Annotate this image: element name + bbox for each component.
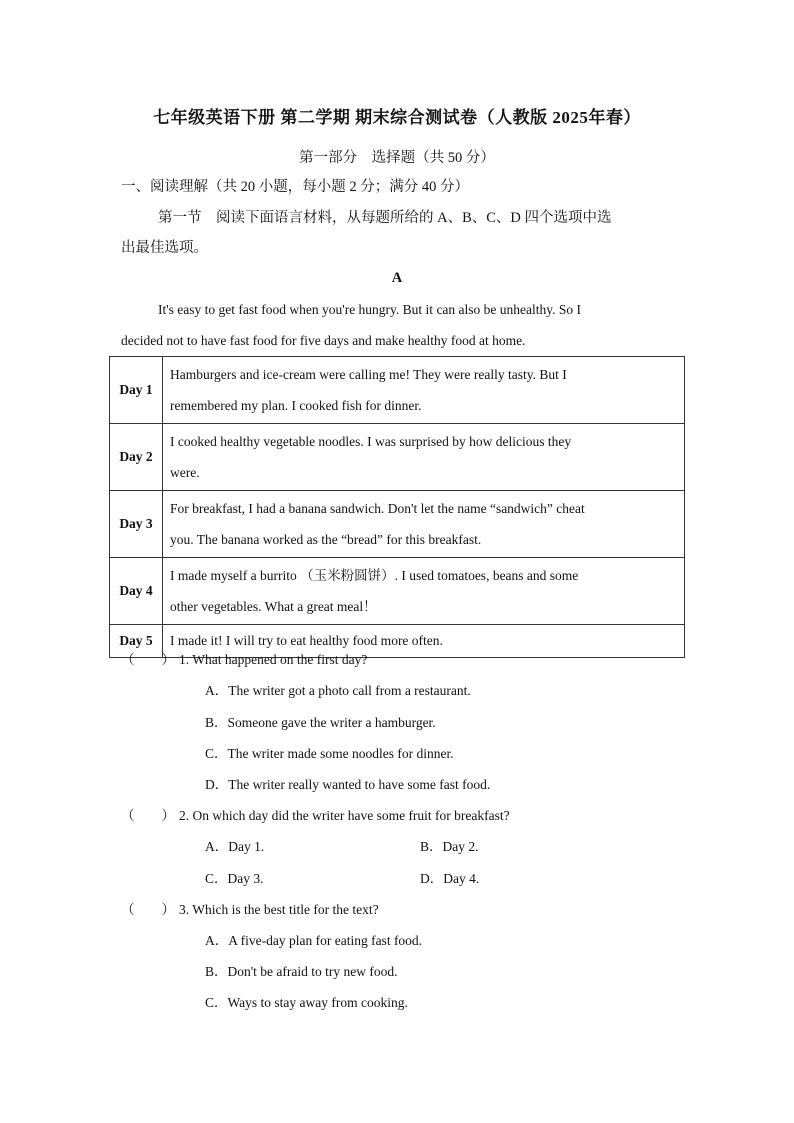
passage-intro-line-1: It's easy to get fast food when you're hungry. But it can also be unhealthy. So I	[158, 302, 582, 317]
entry-line: remembered my plan. I cooked fish for dinner.	[170, 398, 422, 413]
option-c: C．The writer made some noodles for dinner.	[205, 746, 454, 761]
option-a: A．The writer got a photo call from a restaurant.	[205, 683, 471, 698]
option-b: B．Don't be afraid to try new food.	[205, 964, 398, 979]
entry-cell	[163, 491, 685, 558]
day-cell: Day 4	[110, 558, 163, 625]
entry-line: you. The banana worked as the “bread” for this breakfast.	[170, 532, 482, 547]
entry-line: other vegetables. What a great meal！	[170, 599, 377, 614]
entry-line: Hamburgers and ice-cream were calling me! They were really tasty. But I	[170, 367, 567, 382]
option-b: B．Someone gave the writer a hamburger.	[205, 715, 436, 730]
entry-cell	[163, 357, 685, 424]
question-stem: 2. On which day did the writer have some fruit for breakfast?	[179, 808, 510, 823]
page-title: 七年级英语下册 第二学期 期末综合测试卷（人教版 2025年春）	[153, 108, 641, 127]
entry-line: I made myself a burrito （玉米粉圆饼）. I used tomatoes, beans and some	[170, 568, 579, 583]
question-3	[121, 898, 379, 918]
question-1	[121, 648, 367, 668]
question-2	[121, 804, 510, 824]
entry-line: were.	[170, 465, 200, 480]
passage-label: A	[391, 270, 403, 286]
question-stem: 1. What happened on the first day?	[179, 652, 368, 667]
passage-intro-line-2: decided not to have fast food for five days and make healthy food at home.	[121, 333, 526, 348]
table-row	[110, 558, 685, 625]
entry-line: I cooked healthy vegetable noodles. I was surprised by how delicious they	[170, 434, 572, 449]
instruction-line-2: 出最佳选项。	[121, 240, 208, 256]
diary-table	[109, 356, 685, 658]
option-d: D．The writer really wanted to have some fast food.	[205, 777, 491, 792]
table-row	[110, 424, 685, 491]
section-heading: 一、阅读理解（共 20 小题，每小题 2 分；满分 40 分）	[121, 179, 469, 195]
instruction-line-1: 第一节 阅读下面语言材料，从每题所给的 A、B、C、D 四个选项中选	[158, 210, 612, 226]
option-c: C．Day 3.	[205, 871, 264, 886]
entry-line: For breakfast, I had a banana sandwich. Don't let the name “sandwich” cheat	[170, 501, 585, 516]
option-d: D．Day 4.	[420, 871, 480, 886]
day-cell: Day 5	[110, 625, 163, 658]
entry-cell	[163, 558, 685, 625]
answer-blank[interactable]: （ ）	[121, 652, 175, 667]
answer-blank[interactable]: （ ）	[121, 808, 175, 823]
day-cell: Day 1	[110, 357, 163, 424]
answer-blank[interactable]: （ ）	[121, 902, 175, 917]
entry-cell	[163, 424, 685, 491]
option-b: B．Day 2.	[420, 839, 479, 854]
table-row	[110, 491, 685, 558]
part-heading: 第一部分 选择题（共 50 分）	[299, 150, 495, 166]
option-a: A．A five-day plan for eating fast food.	[205, 933, 423, 948]
table-row	[110, 357, 685, 424]
day-cell: Day 2	[110, 424, 163, 491]
option-a: A．Day 1.	[205, 839, 265, 854]
question-stem: 3. Which is the best title for the text?	[179, 902, 379, 917]
entry-line: I made it! I will try to eat healthy food more often.	[170, 633, 443, 648]
option-c: C．Ways to stay away from cooking.	[205, 995, 408, 1010]
day-cell: Day 3	[110, 491, 163, 558]
